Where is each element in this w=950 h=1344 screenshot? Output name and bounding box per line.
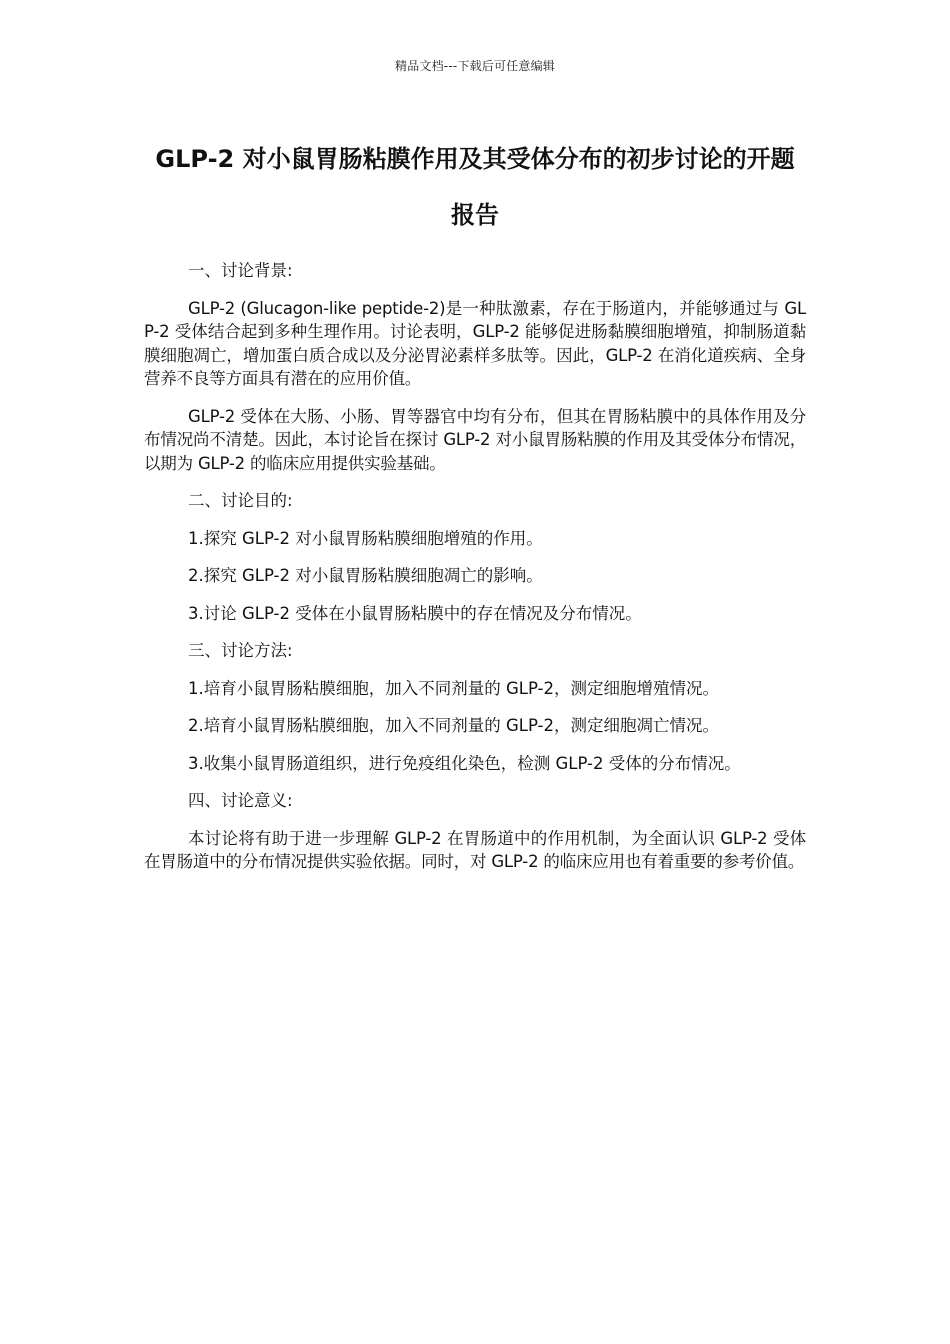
page-header-note: 精品文档---下载后可任意编辑 <box>395 59 555 73</box>
document-body <box>144 259 806 888</box>
document-title: GLP-2 对小鼠胃肠粘膜作用及其受体分布的初步讨论的开题报告 <box>155 145 795 229</box>
method-item: 1.培育小鼠胃肠粘膜细胞，加入不同剂量的 GLP-2，测定细胞增殖情况。 <box>188 678 720 698</box>
section-heading-methods: 三、讨论方法: <box>188 641 293 660</box>
background-paragraph: GLP-2 受体在大肠、小肠、胃等器官中均有分布，但其在胃肠粘膜中的具体作用及分布情况尚不清楚。因此，本讨论旨在探讨 GLP-2 对小鼠胃肠粘膜的作用及其受体分布情况，以期为 GLP-2 的临床应用提供实验基础。 <box>144 406 806 473</box>
method-item: 3.收集小鼠胃肠道组织，进行免疫组化染色，检测 GLP-2 受体的分布情况。 <box>188 753 741 773</box>
section-heading-purpose: 二、讨论目的: <box>188 491 293 510</box>
purpose-item: 1.探究 GLP-2 对小鼠胃肠粘膜细胞增殖的作用。 <box>188 528 543 548</box>
background-paragraph: GLP-2 (Glucagon-like peptide-2)是一种肽激素，存在于肠道内，并能够通过与 GLP-2 受体结合起到多种生理作用。讨论表明，GLP-2 能够促进肠黏膜细胞增殖，抑制肠道黏膜细胞凋亡，增加蛋白质合成以及分泌胃泌素样多肽等。因此，GLP-2 在消化道疾病、全身营养不良等方面具有潜在的应用价值。 <box>144 298 806 388</box>
significance-paragraph: 本讨论将有助于进一步理解 GLP-2 在胃肠道中的作用机制，为全面认识 GLP-2 受体在胃肠道中的分布情况提供实验依据。同时，对 GLP-2 的临床应用也有着重要的参考价值。 <box>144 828 806 871</box>
section-heading-significance: 四、讨论意义: <box>188 791 293 810</box>
method-item: 2.培育小鼠胃肠粘膜细胞，加入不同剂量的 GLP-2，测定细胞凋亡情况。 <box>188 716 720 735</box>
section-heading-background: 一、讨论背景: <box>188 261 293 280</box>
purpose-item: 2.探究 GLP-2 对小鼠胃肠粘膜细胞凋亡的影响。 <box>188 566 543 585</box>
purpose-item: 3.讨论 GLP-2 受体在小鼠胃肠粘膜中的存在情况及分布情况。 <box>188 603 642 623</box>
